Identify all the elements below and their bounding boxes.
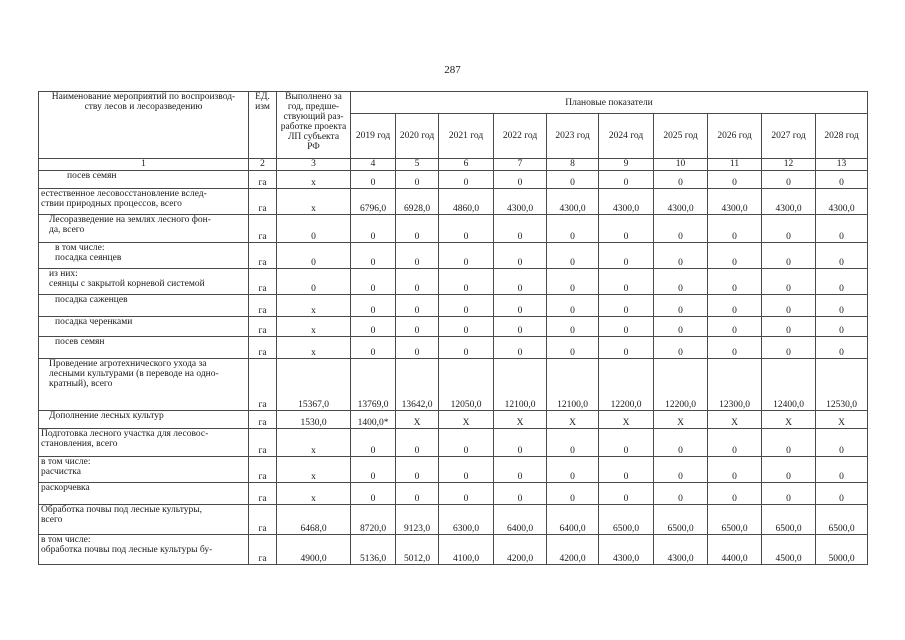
row-activity-name <box>39 411 249 429</box>
row-planned-value: 5000,0 <box>816 535 868 565</box>
header-year: 2019 год <box>351 114 396 159</box>
row-planned-value: X <box>708 411 762 429</box>
row-planned-value: 0 <box>439 457 494 483</box>
row-planned-value: 0 <box>396 215 439 243</box>
row-planned-value: 0 <box>816 269 868 295</box>
row-planned-value: X <box>494 411 547 429</box>
row-planned-value: 0 <box>396 317 439 337</box>
row-completed-value: 1530,0 <box>277 411 351 429</box>
row-unit: га <box>249 189 277 215</box>
row-planned-value: 5012,0 <box>396 535 439 565</box>
row-planned-value: 0 <box>654 269 708 295</box>
row-planned-value: 0 <box>396 429 439 457</box>
row-planned-value: 0 <box>816 171 868 189</box>
row-unit: га <box>249 359 277 411</box>
row-planned-value: 0 <box>816 295 868 317</box>
table-row <box>39 189 868 215</box>
row-planned-value: 0 <box>762 337 816 359</box>
row-planned-value: 0 <box>439 269 494 295</box>
row-planned-value: 0 <box>439 243 494 269</box>
row-planned-value: 0 <box>599 243 654 269</box>
row-planned-value: 0 <box>599 171 654 189</box>
row-planned-value: X <box>439 411 494 429</box>
table-row <box>39 359 868 411</box>
row-activity-label: раскорчевка <box>41 483 90 493</box>
row-planned-value: 0 <box>396 295 439 317</box>
row-activity-label: Проведение агротехнического ухода за лесными культурами (в переводе на одно- кратный), всего <box>49 359 219 389</box>
row-planned-value: 6500,0 <box>762 505 816 535</box>
row-activity-label: Дополнение лесных культур <box>49 411 164 421</box>
row-planned-value: 0 <box>494 483 547 505</box>
table-row <box>39 317 868 337</box>
column-number: 1 <box>39 159 249 171</box>
row-planned-value: 6796,0 <box>351 189 396 215</box>
row-unit: га <box>249 269 277 295</box>
row-planned-value: 12200,0 <box>654 359 708 411</box>
row-planned-value: 0 <box>351 171 396 189</box>
row-planned-value: 0 <box>547 215 599 243</box>
row-planned-value: 4300,0 <box>599 189 654 215</box>
row-planned-value: 0 <box>654 243 708 269</box>
row-completed-value: x <box>277 171 351 189</box>
header-year: 2027 год <box>762 114 816 159</box>
row-planned-value: 0 <box>654 215 708 243</box>
row-activity-name <box>39 317 249 337</box>
row-planned-value: 4300,0 <box>708 189 762 215</box>
row-planned-value: X <box>396 411 439 429</box>
row-planned-value: 0 <box>599 457 654 483</box>
row-planned-value: 0 <box>708 457 762 483</box>
header-year: 2023 год <box>547 114 599 159</box>
row-planned-value: 6928,0 <box>396 189 439 215</box>
row-planned-value: 0 <box>351 429 396 457</box>
row-activity-label: Подготовка лесного участка для лесовос- становления, всего <box>41 429 209 449</box>
header-year: 2026 год <box>708 114 762 159</box>
row-planned-value: 0 <box>654 171 708 189</box>
row-unit: га <box>249 337 277 359</box>
row-planned-value: 0 <box>396 337 439 359</box>
row-planned-value: 5136,0 <box>351 535 396 565</box>
row-planned-value: 0 <box>654 457 708 483</box>
row-planned-value: 0 <box>396 483 439 505</box>
row-planned-value: 0 <box>439 429 494 457</box>
row-unit: га <box>249 535 277 565</box>
row-planned-value: 0 <box>816 337 868 359</box>
column-number: 4 <box>351 159 396 171</box>
row-planned-value: 0 <box>494 269 547 295</box>
row-planned-value: 0 <box>351 457 396 483</box>
row-planned-value: 4300,0 <box>654 535 708 565</box>
row-planned-value: 4200,0 <box>547 535 599 565</box>
row-unit: га <box>249 215 277 243</box>
row-activity-label: посадка черенками <box>55 317 133 327</box>
row-planned-value: 4300,0 <box>599 535 654 565</box>
row-planned-value: 0 <box>439 215 494 243</box>
row-planned-value: 4100,0 <box>439 535 494 565</box>
row-activity-label: в том числе: посадка сеянцев <box>55 243 122 263</box>
column-number: 6 <box>439 159 494 171</box>
row-planned-value: 0 <box>599 483 654 505</box>
row-planned-value: 0 <box>396 269 439 295</box>
row-planned-value: 0 <box>547 483 599 505</box>
row-unit: га <box>249 429 277 457</box>
table-row <box>39 215 868 243</box>
row-planned-value: 0 <box>816 317 868 337</box>
row-unit: га <box>249 457 277 483</box>
table-row <box>39 429 868 457</box>
row-planned-value: 0 <box>654 429 708 457</box>
row-planned-value: X <box>654 411 708 429</box>
row-planned-value: 0 <box>494 317 547 337</box>
row-planned-value: 0 <box>494 171 547 189</box>
row-activity-label: в том числе: обработка почвы под лесные культуры бу- <box>41 535 213 555</box>
column-number: 9 <box>599 159 654 171</box>
row-planned-value: 9123,0 <box>396 505 439 535</box>
row-planned-value: 0 <box>708 483 762 505</box>
row-unit: га <box>249 411 277 429</box>
row-planned-value: 6400,0 <box>494 505 547 535</box>
row-planned-value: 0 <box>599 295 654 317</box>
row-planned-value: 0 <box>708 171 762 189</box>
row-activity-label: естественное лесовосстановление вслед- ствии природных процессов, всего <box>41 189 207 209</box>
row-planned-value: 0 <box>599 429 654 457</box>
row-activity-name <box>39 215 249 243</box>
row-planned-value: 0 <box>547 243 599 269</box>
row-activity-label: посадка саженцев <box>55 295 128 305</box>
row-planned-value: 0 <box>654 483 708 505</box>
row-activity-label: посев семян <box>55 337 105 347</box>
row-activity-name <box>39 243 249 269</box>
row-planned-value: 0 <box>351 269 396 295</box>
row-planned-value: 6400,0 <box>547 505 599 535</box>
row-completed-value: x <box>277 295 351 317</box>
row-planned-value: 0 <box>708 243 762 269</box>
row-planned-value: 0 <box>351 317 396 337</box>
row-planned-value: 1400,0* <box>351 411 396 429</box>
row-planned-value: 0 <box>762 483 816 505</box>
row-planned-value: 0 <box>816 243 868 269</box>
table-row <box>39 269 868 295</box>
table-row <box>39 295 868 317</box>
row-planned-value: 6500,0 <box>654 505 708 535</box>
row-planned-value: 0 <box>762 295 816 317</box>
row-planned-value: 6500,0 <box>599 505 654 535</box>
row-planned-value: 0 <box>439 171 494 189</box>
row-completed-value: 6468,0 <box>277 505 351 535</box>
row-planned-value: 4200,0 <box>494 535 547 565</box>
row-planned-value: 0 <box>547 457 599 483</box>
row-planned-value: 0 <box>351 215 396 243</box>
row-planned-value: 0 <box>708 429 762 457</box>
row-planned-value: 13769,0 <box>351 359 396 411</box>
row-planned-value: 0 <box>396 243 439 269</box>
row-planned-value: 6300,0 <box>439 505 494 535</box>
header-planned-indicators: Плановые показатели <box>351 92 868 114</box>
row-planned-value: 6500,0 <box>816 505 868 535</box>
row-unit: га <box>249 243 277 269</box>
row-planned-value: 0 <box>708 215 762 243</box>
row-unit: га <box>249 483 277 505</box>
row-planned-value: X <box>547 411 599 429</box>
row-planned-value: X <box>599 411 654 429</box>
row-completed-value: 4900,0 <box>277 535 351 565</box>
row-planned-value: 12100,0 <box>494 359 547 411</box>
row-unit: га <box>249 171 277 189</box>
row-planned-value: 0 <box>654 317 708 337</box>
header-year: 2020 год <box>396 114 439 159</box>
row-planned-value: 0 <box>708 295 762 317</box>
row-activity-label: Обработка почвы под лесные культуры, всего <box>41 505 202 525</box>
row-planned-value: 0 <box>654 337 708 359</box>
row-planned-value: 0 <box>351 483 396 505</box>
page-number: 287 <box>444 64 461 76</box>
column-number: 11 <box>708 159 762 171</box>
row-completed-value: 0 <box>277 215 351 243</box>
row-planned-value: 0 <box>762 171 816 189</box>
column-number: 10 <box>654 159 708 171</box>
table-row <box>39 457 868 483</box>
column-number: 5 <box>396 159 439 171</box>
row-completed-value: x <box>277 457 351 483</box>
row-planned-value: 0 <box>708 317 762 337</box>
column-number: 2 <box>249 159 277 171</box>
header-year: 2024 год <box>599 114 654 159</box>
row-planned-value: 0 <box>762 243 816 269</box>
column-number: 12 <box>762 159 816 171</box>
row-planned-value: 0 <box>816 215 868 243</box>
row-planned-value: 12200,0 <box>599 359 654 411</box>
row-planned-value: 8720,0 <box>351 505 396 535</box>
table-row <box>39 505 868 535</box>
row-activity-name <box>39 505 249 535</box>
column-number: 7 <box>494 159 547 171</box>
column-number: 8 <box>547 159 599 171</box>
row-activity-name <box>39 269 249 295</box>
row-planned-value: X <box>762 411 816 429</box>
row-activity-label: посев семян <box>67 171 117 181</box>
row-planned-value: 0 <box>547 295 599 317</box>
header-completed-previous-year: Выполнено за год, предше- ствующий раз- работке проекта ЛП субъекта РФ <box>277 92 351 159</box>
header-year: 2022 год <box>494 114 547 159</box>
row-completed-value: 15367,0 <box>277 359 351 411</box>
row-planned-value: 0 <box>599 337 654 359</box>
row-planned-value: 0 <box>396 457 439 483</box>
row-planned-value: 0 <box>439 317 494 337</box>
row-activity-name <box>39 189 249 215</box>
header-year: 2025 год <box>654 114 708 159</box>
row-planned-value: 4400,0 <box>708 535 762 565</box>
header-activity-name: Наименование мероприятий по воспроизвод- ству лесов и лесоразведению <box>39 92 249 159</box>
table-row <box>39 535 868 565</box>
row-completed-value: x <box>277 189 351 215</box>
row-planned-value: 0 <box>351 295 396 317</box>
row-completed-value: 0 <box>277 269 351 295</box>
row-planned-value: 0 <box>762 457 816 483</box>
table-row <box>39 337 868 359</box>
header-year: 2021 год <box>439 114 494 159</box>
header-unit: ЕД. изм <box>249 92 277 159</box>
row-completed-value: x <box>277 317 351 337</box>
row-completed-value: x <box>277 337 351 359</box>
row-activity-label: в том числе: расчистка <box>41 457 91 477</box>
column-number: 13 <box>816 159 868 171</box>
row-planned-value: 13642,0 <box>396 359 439 411</box>
header-year: 2028 год <box>816 114 868 159</box>
table-row <box>39 411 868 429</box>
row-planned-value: 12050,0 <box>439 359 494 411</box>
row-activity-name <box>39 359 249 411</box>
row-unit: га <box>249 505 277 535</box>
row-activity-name <box>39 457 249 483</box>
row-planned-value: 12400,0 <box>762 359 816 411</box>
row-planned-value: 0 <box>816 483 868 505</box>
row-planned-value: 0 <box>494 429 547 457</box>
row-planned-value: 4500,0 <box>762 535 816 565</box>
row-planned-value: 4300,0 <box>762 189 816 215</box>
row-completed-value: x <box>277 483 351 505</box>
row-planned-value: 0 <box>599 215 654 243</box>
row-planned-value: 4300,0 <box>654 189 708 215</box>
row-planned-value: 0 <box>494 243 547 269</box>
row-planned-value: 0 <box>494 295 547 317</box>
row-planned-value: 0 <box>351 243 396 269</box>
row-planned-value: 12530,0 <box>816 359 868 411</box>
row-activity-name <box>39 337 249 359</box>
row-planned-value: 4300,0 <box>494 189 547 215</box>
row-unit: га <box>249 295 277 317</box>
row-activity-name <box>39 171 249 189</box>
row-planned-value: 0 <box>396 171 439 189</box>
row-planned-value: 0 <box>708 337 762 359</box>
row-planned-value: 0 <box>654 295 708 317</box>
row-planned-value: 12300,0 <box>708 359 762 411</box>
row-activity-label: из них: сеянцы с закрытой корневой системой <box>49 269 205 289</box>
row-planned-value: 0 <box>494 215 547 243</box>
row-planned-value: 0 <box>494 337 547 359</box>
row-planned-value: 4300,0 <box>816 189 868 215</box>
row-completed-value: 0 <box>277 243 351 269</box>
row-planned-value: 0 <box>762 269 816 295</box>
table-row <box>39 483 868 505</box>
row-planned-value: 0 <box>816 429 868 457</box>
row-planned-value: 4860,0 <box>439 189 494 215</box>
row-planned-value: 0 <box>547 429 599 457</box>
row-activity-label: Лесоразведение на землях лесного фон- да, всего <box>49 215 211 235</box>
row-planned-value: 0 <box>547 269 599 295</box>
row-planned-value: 4300,0 <box>547 189 599 215</box>
row-planned-value: 0 <box>351 337 396 359</box>
table-row <box>39 171 868 189</box>
row-planned-value: 0 <box>762 429 816 457</box>
row-planned-value: 0 <box>494 457 547 483</box>
row-unit: га <box>249 317 277 337</box>
row-planned-value: 0 <box>547 171 599 189</box>
row-planned-value: 0 <box>439 337 494 359</box>
row-activity-name <box>39 483 249 505</box>
row-planned-value: 6500,0 <box>708 505 762 535</box>
row-activity-name <box>39 429 249 457</box>
row-planned-value: 0 <box>599 269 654 295</box>
row-planned-value: 0 <box>439 295 494 317</box>
row-activity-name <box>39 295 249 317</box>
row-planned-value: 0 <box>439 483 494 505</box>
row-planned-value: 0 <box>708 269 762 295</box>
row-planned-value: 0 <box>547 337 599 359</box>
forest-reproduction-table <box>38 91 868 565</box>
row-planned-value: X <box>816 411 868 429</box>
column-number: 3 <box>277 159 351 171</box>
row-planned-value: 0 <box>816 457 868 483</box>
row-planned-value: 0 <box>762 215 816 243</box>
row-planned-value: 12100,0 <box>547 359 599 411</box>
row-planned-value: 0 <box>762 317 816 337</box>
row-activity-name <box>39 535 249 565</box>
table-row <box>39 243 868 269</box>
row-planned-value: 0 <box>599 317 654 337</box>
row-planned-value: 0 <box>547 317 599 337</box>
row-completed-value: x <box>277 429 351 457</box>
